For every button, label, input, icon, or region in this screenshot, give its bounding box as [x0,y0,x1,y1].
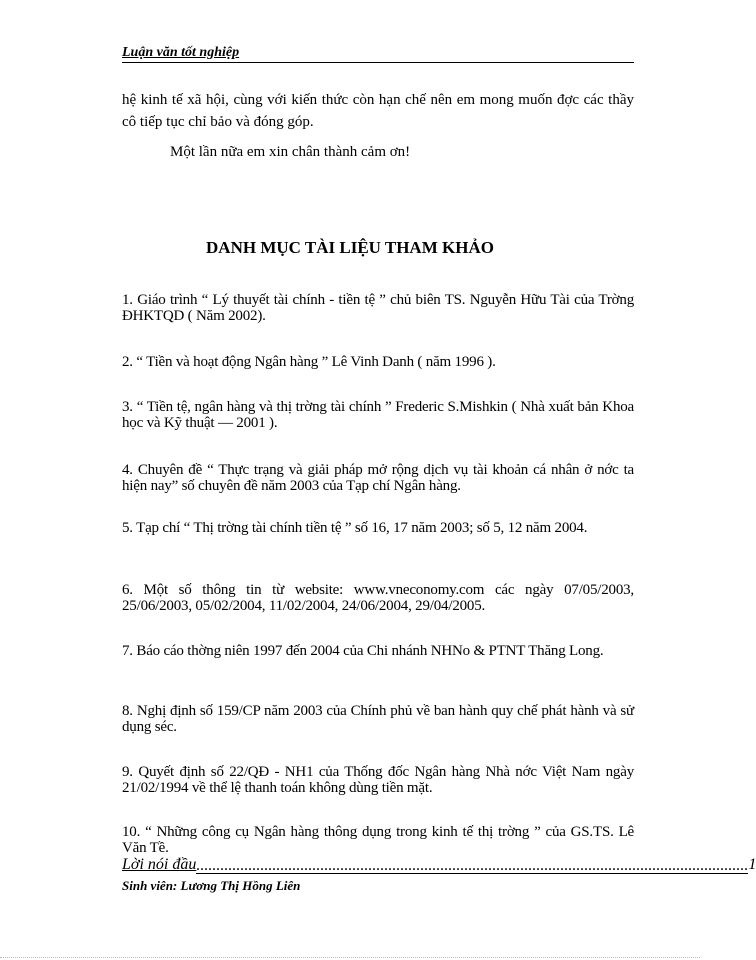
page-boundary [0,957,700,958]
reference-item: 7. Báo cáo thờng niên 1997 đến 2004 của Chi nhánh NHNo & PTNT Thăng Long. [122,643,604,659]
toc-leader: .......................................................................................................................................... [196,857,749,874]
toc-entry[interactable] [122,856,756,874]
toc-page-number: 1 [748,856,756,873]
reference-item: 1. Giáo trình “ Lý thuyết tài chính - tiền tệ ” chủ biên TS. Nguyễn Hữu Tài của Trờng ĐHKTQD ( Năm 2002). [122,292,634,324]
running-footer: Sinh viên: Lương Thị Hồng Liên [122,878,301,893]
toc-label: Lời nói đầu [122,856,197,873]
reference-item: 9. Quyết định số 22/QĐ - NH1 của Thống đốc Ngân hàng Nhà nớc Việt Nam ngày 21/02/1994 về thể lệ thanh toán không dùng tiền mặt. [122,764,634,796]
references-title: DANH MỤC TÀI LIỆU THAM KHẢO [206,238,494,257]
running-header: Luận văn tốt nghiệp [122,44,634,63]
reference-item: 6. Một số thông tin từ website: www.vneconomy.com các ngày 07/05/2003, 25/06/2003, 05/02/2004, 11/02/2004, 24/06/2004, 29/04/2005. [122,582,634,614]
thanks-line: Một lần nữa em xin chân thành cảm ơn! [170,144,411,160]
intro-paragraph: hệ kinh tế xã hội, cùng với kiến thức còn hạn chế nên em mong muốn đợc các thầy cô tiếp tục chỉ bảo và đóng góp. [122,92,634,130]
reference-item: 5. Tạp chí “ Thị trờng tài chính tiền tệ ” số 16, 17 năm 2003; số 5, 12 năm 2004. [122,520,588,536]
reference-item: 8. Nghị định số 159/CP năm 2003 của Chính phủ về ban hành quy chế phát hành và sử dụng séc. [122,703,634,735]
reference-item: 3. “ Tiền tệ, ngân hàng và thị trờng tài chính ” Frederic S.Mishkin ( Nhà xuất bản Khoa học và Kỹ thuật — 2001 ). [122,399,634,431]
reference-item: 2. “ Tiền và hoạt động Ngân hàng ” Lê Vinh Danh ( năm 1996 ). [122,354,496,370]
reference-item: 10. “ Những công cụ Ngân hàng thông dụng trong kinh tế thị trờng ” của GS.TS. Lê Văn Tề. [122,824,634,856]
reference-item: 4. Chuyên đề “ Thực trạng và giải pháp mở rộng dịch vụ tài khoản cá nhân ở nớc ta hiện nay” số chuyên đề năm 2003 của Tạp chí Ngân hàng. [122,462,634,494]
